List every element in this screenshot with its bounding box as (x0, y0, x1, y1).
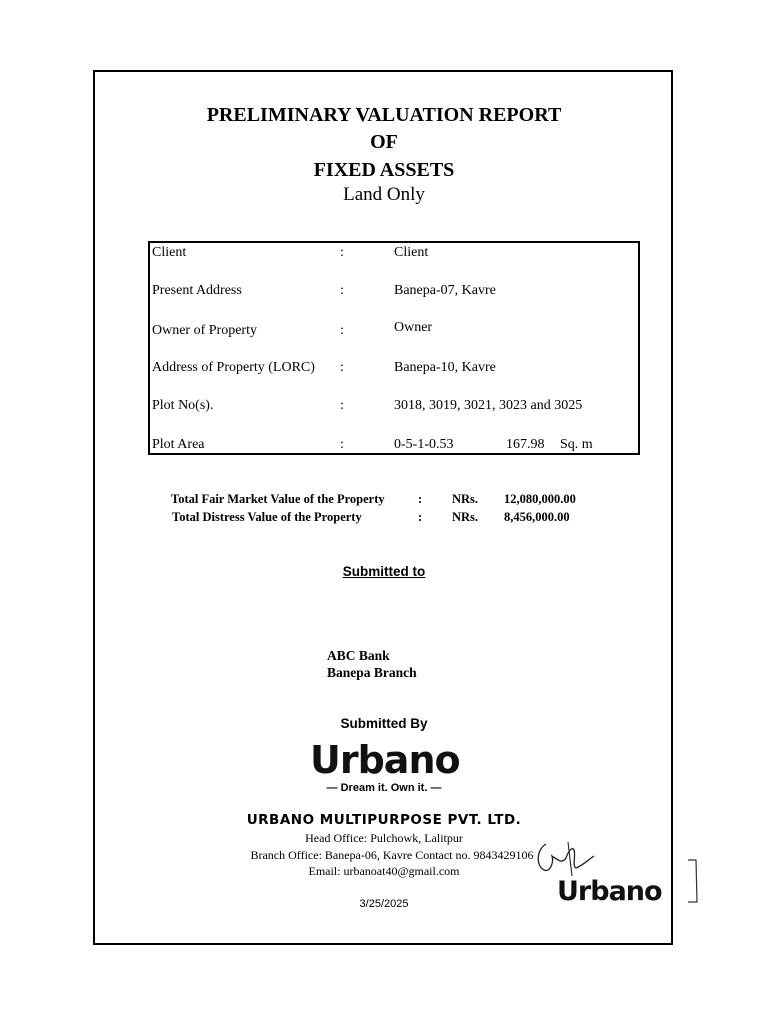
detail-label: Owner of Property (152, 323, 257, 338)
detail-label: Address of Property (LORC) (152, 360, 315, 375)
detail-row-plot-numbers (150, 398, 638, 418)
detail-row-plot-area (150, 437, 638, 457)
valuation-amount: 8,456,000.00 (504, 510, 570, 524)
detail-label: Present Address (152, 283, 242, 298)
valuation-colon: : (418, 510, 423, 524)
stamp-bracket-icon (684, 856, 704, 906)
detail-colon: : (340, 398, 344, 413)
detail-colon: : (340, 437, 344, 452)
detail-value: Client (394, 245, 429, 260)
branch-office: Branch Office: Banepa-06, Kavre Contact no. 9843429106 (250, 848, 534, 862)
detail-row-client (150, 245, 638, 265)
detail-row-present-address (150, 283, 638, 303)
report-date: 3/25/2025 (359, 898, 409, 910)
valuation-currency: NRs. (452, 492, 479, 506)
detail-value: Banepa-07, Kavre (394, 283, 496, 298)
bank-branch: Banepa Branch (327, 665, 417, 680)
detail-value: 3018, 3019, 3021, 3023 and 3025 (394, 398, 583, 413)
detail-colon: : (340, 245, 344, 260)
detail-value: 0-5-1-0.53 (394, 437, 454, 452)
submitted-to-text: Submitted to (342, 564, 426, 579)
valuation-amount: 12,080,000.00 (504, 492, 576, 506)
valuation-currency: NRs. (452, 510, 479, 524)
submitted-by-heading: Submitted By (340, 716, 428, 731)
head-office: Head Office: Pulchowk, Lalitpur (305, 831, 463, 845)
report-title-line1: PRELIMINARY VALUATION REPORT (206, 104, 562, 126)
property-details-box (148, 241, 640, 455)
detail-label: Client (152, 245, 187, 260)
valuation-label: Total Distress Value of the Property (172, 510, 362, 524)
company-email: Email: urbanoat40@gmail.com (308, 864, 460, 878)
detail-value: Banepa-10, Kavre (394, 360, 496, 375)
valuation-colon: : (418, 492, 423, 506)
detail-label: Plot No(s). (152, 398, 214, 413)
stamp-urbano-logo: Urbano (557, 876, 662, 907)
distress-value-row (0, 510, 768, 528)
urbano-logo: Urbano (310, 738, 460, 782)
plot-area-sqm: 167.98 (506, 437, 545, 452)
valuation-label: Total Fair Market Value of the Property (171, 492, 385, 506)
detail-value: Owner (394, 320, 433, 335)
report-title-line3: FIXED ASSETS (313, 159, 455, 181)
report-title-line2: OF (370, 131, 398, 153)
submitted-to-heading (0, 564, 768, 579)
detail-label: Plot Area (152, 437, 205, 452)
company-name: URBANO MULTIPURPOSE PVT. LTD. (246, 812, 522, 828)
detail-colon: : (340, 323, 344, 338)
detail-colon: : (340, 360, 344, 375)
detail-row-owner (150, 322, 638, 342)
bank-name: ABC Bank (327, 648, 390, 663)
detail-colon: : (340, 283, 344, 298)
detail-row-property-address (150, 360, 638, 380)
report-subtitle: Land Only (343, 184, 425, 205)
plot-area-unit: Sq. m (560, 437, 593, 452)
company-tagline: — Dream it. Own it. — (326, 782, 442, 794)
fair-market-value-row (0, 492, 768, 510)
